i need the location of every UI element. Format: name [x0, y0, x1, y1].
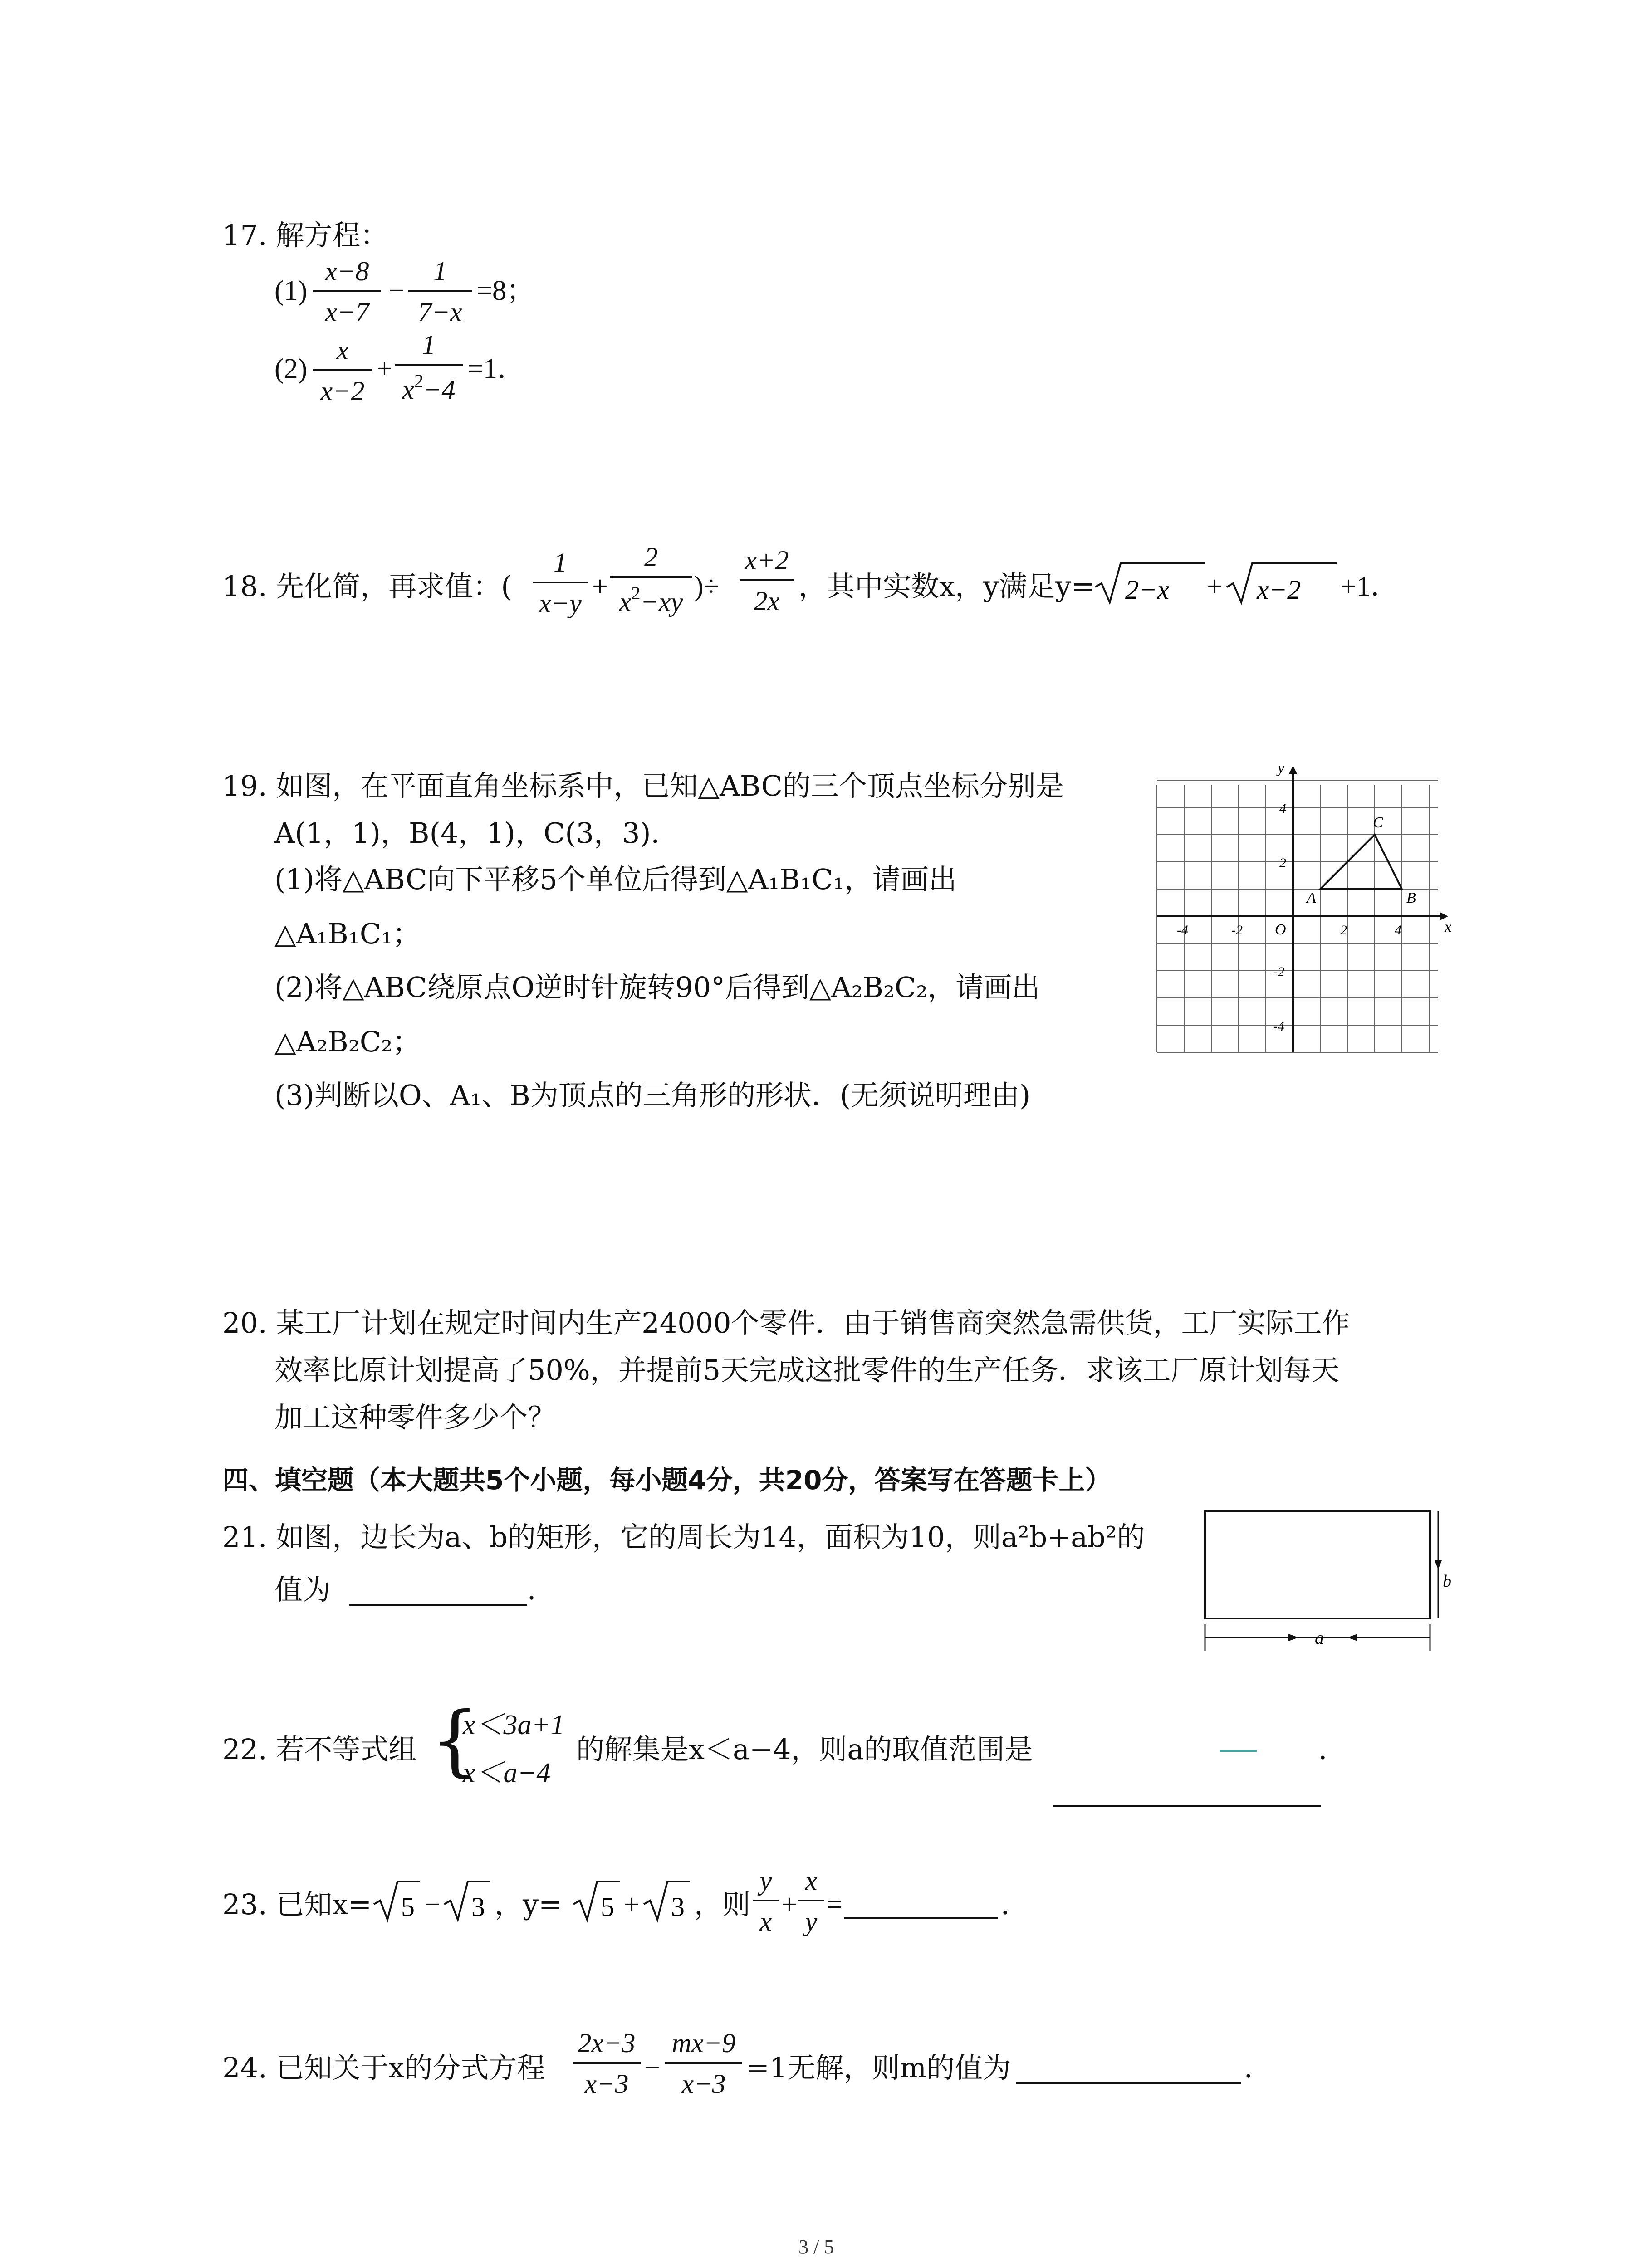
- q24-fraction-1: [573, 2029, 641, 2097]
- radicand: 5: [601, 1892, 614, 1922]
- q23-equals: =: [827, 1889, 843, 1920]
- q20-line-2: 效率比原计划提高了50%，并提前5天完成这批零件的生产任务．求该工厂原计划每天: [274, 1354, 1340, 1387]
- radicand: 3: [671, 1892, 685, 1922]
- q24-fraction-2: [665, 2029, 742, 2097]
- x-tick-label: -2: [1231, 923, 1243, 938]
- base: x: [402, 375, 415, 405]
- exponent: 2: [631, 583, 641, 603]
- q22-inequality-2: x＜a−4: [463, 1758, 551, 1789]
- q21-line-1: 21. 如图，边长为a、b的矩形，它的周长为14，面积为10，则a²b+ab²的: [222, 1520, 1145, 1554]
- q23-sqrt-5-a: [372, 1879, 422, 1922]
- q24-end: ．: [1244, 2051, 1273, 2084]
- q17-part2-rhs: =1．: [467, 353, 525, 384]
- numerator: x: [336, 335, 349, 365]
- numerator: x−8: [325, 256, 369, 286]
- q24-prefix: 24. 已知关于x的分式方程: [222, 2051, 545, 2084]
- fraction-bar: [533, 582, 588, 583]
- numerator: x: [805, 1866, 818, 1896]
- radicand: 5: [401, 1892, 415, 1922]
- numerator: mx−9: [671, 2028, 736, 2058]
- vertex-label-c: C: [1373, 814, 1383, 831]
- q19-line-5: (2)将△ABC绕原点O逆时针旋转90°后得到△A₂B₂C₂，请画出: [274, 971, 1040, 1004]
- operator: −: [424, 1889, 440, 1920]
- y-tick-label: -2: [1273, 964, 1284, 979]
- q19-line-1: 19. 如图，在平面直角坐标系中，已知△ABC的三个顶点坐标分别是: [222, 769, 1064, 802]
- q17-part2-fraction-1: [313, 337, 372, 405]
- base: x: [619, 587, 632, 617]
- q19-line-4: △A₁B₁C₁；: [274, 917, 421, 950]
- vertex-label-a: A: [1307, 890, 1316, 906]
- q22-suffix: 的解集是x＜a−4，则a的取值范围是: [576, 1733, 1033, 1766]
- y-axis-arrow: [1289, 766, 1297, 774]
- numerator: 1: [554, 547, 567, 577]
- q23-sqrt-5-b: [572, 1879, 622, 1922]
- numerator: 2: [644, 542, 658, 572]
- fraction-bar: [573, 2062, 641, 2064]
- origin-label: O: [1275, 921, 1286, 938]
- q17-part1-fraction-2: [408, 258, 472, 326]
- radicand: 3: [471, 1892, 485, 1922]
- q24-mid: =1无解，则m的值为: [746, 2051, 1011, 2084]
- denominator: x−2: [320, 376, 365, 406]
- q20-line-1: 20. 某工厂计划在规定时间内生产24000个零件．由于销售商突然急需供货，工厂实际工作: [222, 1306, 1350, 1339]
- q17-part1-rhs: =8；: [476, 275, 534, 306]
- x-tick-label: -4: [1177, 923, 1188, 938]
- q17-part2-fraction-2: [395, 331, 463, 403]
- fraction-bar: [665, 2062, 742, 2064]
- operator: +: [781, 1889, 797, 1920]
- q19-line-7: (3)判断以O、A₁、B为顶点的三角形的形状．(无须说明理由): [274, 1079, 1031, 1112]
- q18-prefix: 18. 先化简，再求值：(: [222, 570, 512, 603]
- numerator: 2x−3: [578, 2028, 636, 2058]
- q18-middle: ，其中实数x，y满足y=: [798, 570, 1095, 603]
- exponent: 2: [414, 371, 424, 391]
- label-b: b: [1443, 1572, 1451, 1591]
- q22-end: ．: [1318, 1733, 1347, 1766]
- q18-fraction-2: [610, 543, 692, 616]
- rest: −4: [423, 375, 456, 405]
- denominator: y: [805, 1906, 818, 1936]
- q18-fraction-1: [533, 549, 588, 617]
- numerator: x+2: [745, 545, 789, 575]
- x-tick-label: 4: [1395, 923, 1401, 938]
- x-tick-label: 2: [1340, 923, 1347, 938]
- y-axis-label: y: [1278, 760, 1285, 777]
- radicand: x−2: [1257, 575, 1301, 605]
- q18-sqrt-2: [1225, 561, 1338, 606]
- q18-tail: +1．: [1341, 571, 1399, 602]
- fraction-bar: [610, 576, 692, 578]
- denominator: [395, 372, 463, 403]
- denominator: x: [759, 1906, 772, 1936]
- x-axis-label: x: [1445, 919, 1452, 935]
- y-tick-label: 4: [1279, 801, 1286, 816]
- operator: −: [388, 275, 404, 306]
- denominator: x−3: [584, 2069, 629, 2099]
- fraction-bar: [313, 290, 381, 292]
- denominator: x−7: [325, 297, 369, 327]
- q18-fraction-3: [740, 547, 794, 615]
- y-tick-label: -4: [1273, 1019, 1284, 1034]
- numerator: y: [759, 1866, 772, 1896]
- q23-mid2: ，则: [694, 1888, 751, 1921]
- label-a: a: [1315, 1628, 1324, 1648]
- numerator: 1: [422, 330, 436, 360]
- q23-sqrt-3-a: [442, 1879, 492, 1922]
- fraction-bar: [313, 369, 372, 371]
- fraction-bar: [408, 290, 472, 292]
- operator: +: [1207, 571, 1223, 602]
- q23-prefix: 23. 已知x=: [222, 1888, 372, 1921]
- q23-answer-blank[interactable]: [844, 1917, 998, 1919]
- rest: −xy: [640, 587, 683, 617]
- q21-answer-blank[interactable]: [349, 1604, 527, 1606]
- q17-part2-label: (2): [274, 353, 308, 384]
- section-heading: 四、填空题（本大题共5个小题，每小题4分，共20分，答案写在答题卡上）: [222, 1465, 1112, 1496]
- brace: {: [430, 1696, 480, 1785]
- q23-fraction-2: [798, 1867, 824, 1935]
- fraction-bar: [798, 1900, 824, 1901]
- denominator: 2x: [754, 586, 780, 616]
- q23-end: ．: [1001, 1888, 1029, 1921]
- vertex-label-b: B: [1406, 890, 1416, 906]
- q22-inequality-1: x＜3a+1: [463, 1710, 565, 1740]
- q18-sqrt-1: [1093, 561, 1207, 606]
- page-number: 3 / 5: [798, 2236, 834, 2258]
- q21-line-2-suffix: ．: [527, 1573, 556, 1606]
- q23-fraction-1: [753, 1867, 779, 1935]
- denominator: 7−x: [418, 297, 462, 327]
- denominator: [610, 584, 692, 616]
- q20-line-3: 加工这种零件多少个？: [274, 1401, 556, 1434]
- operator: +: [624, 1889, 640, 1920]
- fraction-bar: [753, 1900, 779, 1901]
- q22-prefix: 22. 若不等式组: [222, 1733, 417, 1766]
- rectangle-figure: [1198, 1506, 1456, 1651]
- q17-part1-label: (1): [274, 275, 308, 306]
- q19-line-2: A(1，1)，B(4，1)，C(3，3)．: [274, 816, 679, 850]
- numerator: 1: [433, 256, 447, 286]
- q22-answer-blank[interactable]: [1053, 1805, 1321, 1807]
- q19-line-3: (1)将△ABC向下平移5个单位后得到△A₁B₁C₁，请画出: [274, 863, 957, 896]
- operator: −: [644, 2053, 660, 2083]
- highlight-mark: [1220, 1750, 1257, 1752]
- q17-part1-fraction-1: [313, 258, 381, 326]
- q19-line-6: △A₂B₂C₂；: [274, 1025, 421, 1058]
- y-tick-label: 2: [1279, 855, 1286, 870]
- fraction-bar: [740, 579, 794, 581]
- coordinate-grid-figure: [1148, 760, 1452, 1052]
- q18-close-divide: )÷: [694, 571, 719, 602]
- q24-answer-blank[interactable]: [1016, 2082, 1241, 2084]
- q23-mid: ，y=: [495, 1888, 562, 1921]
- q21-line-2-prefix: 值为: [274, 1573, 331, 1606]
- denominator: x−y: [539, 588, 582, 618]
- operator: +: [592, 571, 608, 602]
- denominator: x−3: [681, 2069, 726, 2099]
- fraction-bar: [395, 364, 463, 366]
- q17-title: 17. 解方程：: [222, 219, 389, 252]
- operator: +: [377, 353, 392, 384]
- radicand: 2−x: [1125, 575, 1170, 605]
- q23-sqrt-3-b: [642, 1879, 692, 1922]
